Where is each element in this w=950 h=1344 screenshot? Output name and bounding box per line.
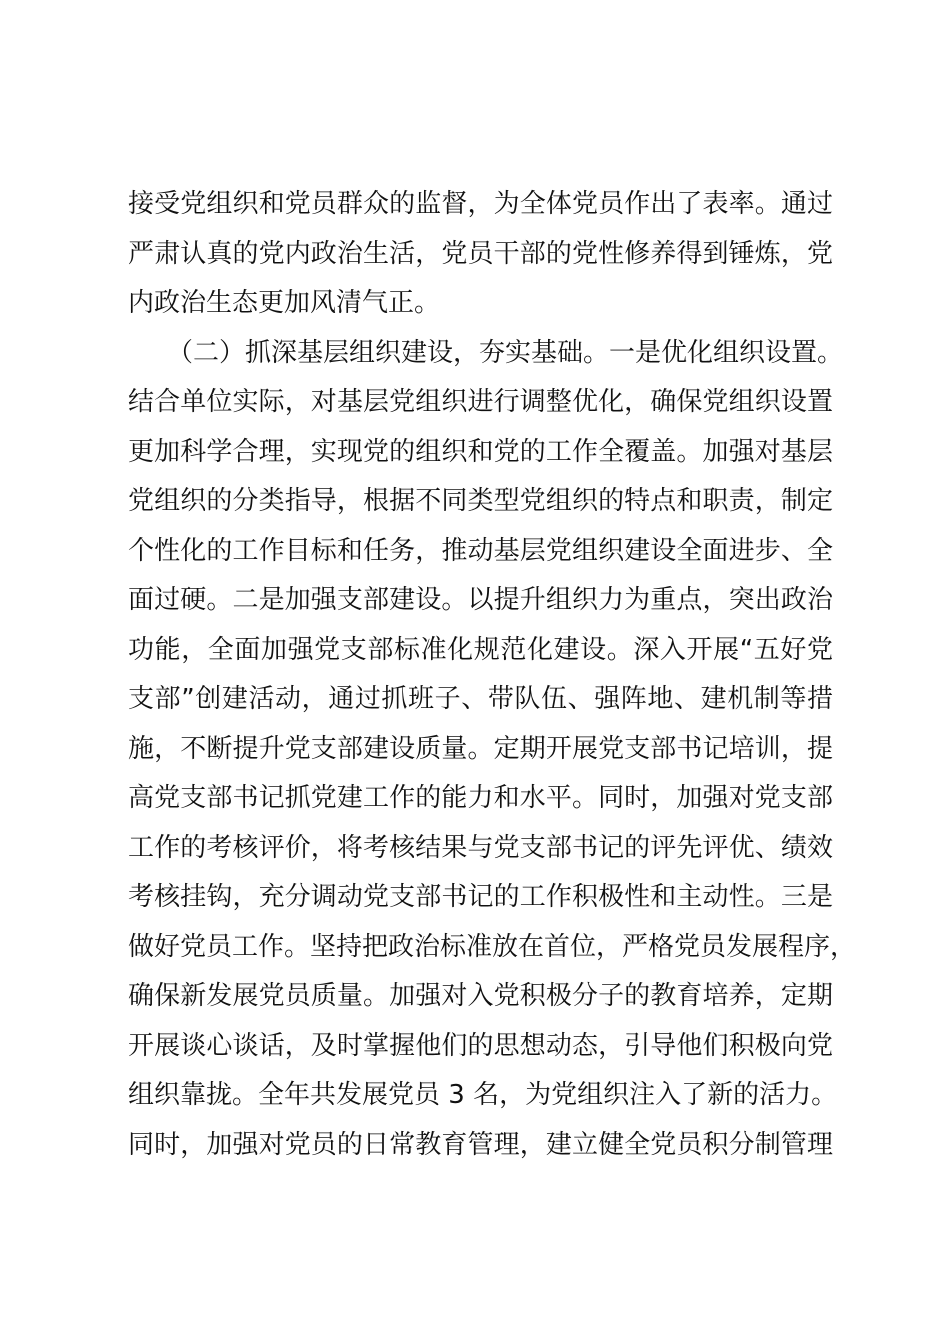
text-line: 组织靠拢。全年共发展党员 3 名，为党组织注入了新的活力。 [128, 1080, 838, 1110]
body-text [128, 180, 857, 1170]
text-line: 个性化的工作目标和任务，推动基层党组织建设全面进步、全 [128, 535, 833, 566]
text-line: 更加科学合理，实现党的组织和党的工作全覆盖。加强对基层 [128, 436, 833, 467]
text-line: 内政治生态更加风清气正。 [128, 288, 441, 318]
text-line: 严肃认真的党内政治生活，党员干部的党性修养得到锤炼，党 [128, 238, 833, 269]
text-line: 接受党组织和党员群众的监督，为全体党员作出了表率。通过 [128, 189, 833, 219]
text-line: 同时，加强对党员的日常教育管理，建立健全党员积分制管理 [128, 1129, 833, 1160]
text-line: 高党支部书记抓党建工作的能力和水平。同时，加强对党支部 [128, 783, 833, 813]
text-line: 考核挂钩，充分调动党支部书记的工作积极性和主动性。三是 [128, 882, 833, 912]
section-heading-line: （二）抓深基层组织建设，夯实基础。一是优化组织设置。 [128, 337, 844, 368]
text-line: 支部”创建活动，通过抓班子、带队伍、强阵地、建机制等措 [128, 684, 833, 714]
text-line: 开展谈心谈话，及时掌握他们的思想动态，引导他们积极向党 [128, 1030, 833, 1061]
text-line: 工作的考核评价，将考核结果与党支部书记的评先评优、绩效 [128, 832, 833, 863]
text-line: 功能，全面加强党支部标准化规范化建设。深入开展“五好党 [128, 634, 833, 665]
text-line: 施，不断提升党支部建设质量。定期开展党支部书记培训，提 [128, 733, 833, 764]
text-line: 面过硬。二是加强支部建设。以提升组织力为重点，突出政治 [128, 585, 833, 615]
text-line: 党组织的分类指导，根据不同类型党组织的特点和职责，制定 [128, 486, 833, 516]
text-line: 确保新发展党员质量。加强对入党积极分子的教育培养，定期 [128, 981, 833, 1011]
text-line: 做好党员工作。坚持把政治标准放在首位，严格党员发展程序， [128, 931, 857, 962]
text-line: 结合单位实际，对基层党组织进行调整优化，确保党组织设置 [128, 387, 833, 417]
